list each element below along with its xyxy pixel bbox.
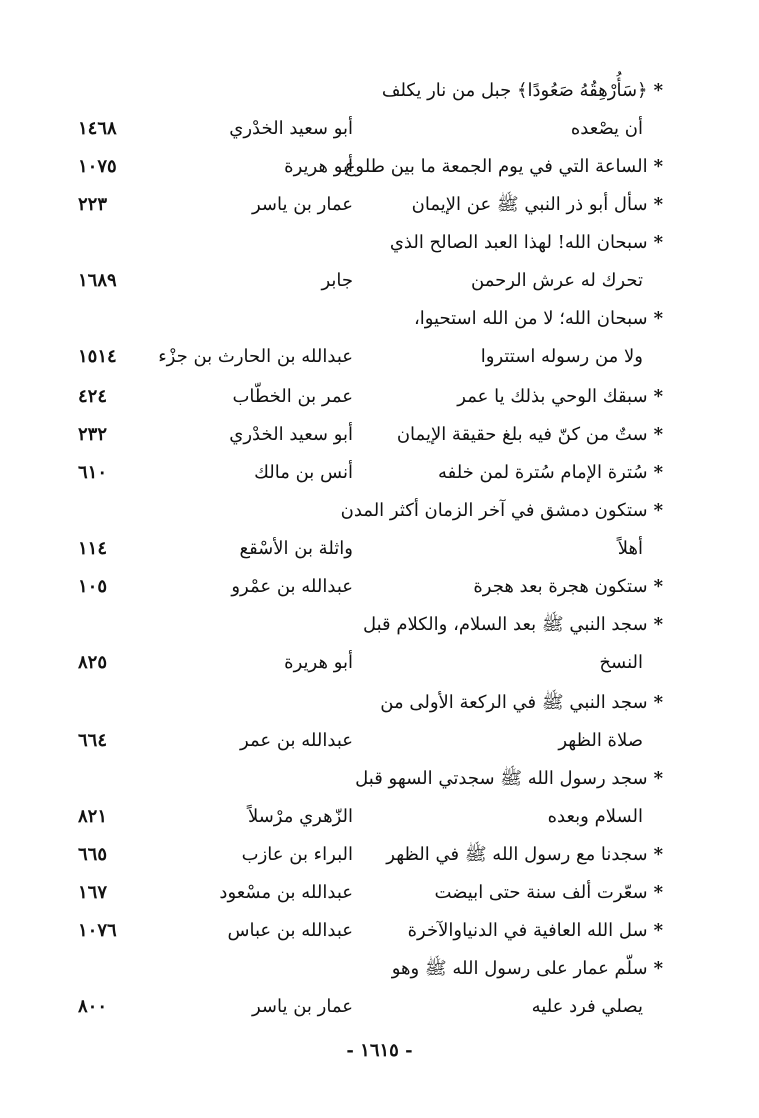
index-row (0, 836, 759, 874)
hadith-text (438, 454, 663, 492)
index-row (0, 606, 759, 644)
hadith-text (532, 988, 643, 1026)
hadith-number: ٤٢٤ (78, 386, 108, 407)
narrator-name: أنس بن مالك (254, 462, 353, 483)
narrator-name: عبدالله بن عمْرو (231, 576, 353, 597)
entry-marker: * (653, 692, 663, 713)
page-number: - ١٦١٥ - (346, 1040, 413, 1061)
hadith-number: ١٥١٤ (78, 346, 117, 367)
hadith-number: ١٦٨٩ (78, 270, 117, 291)
hadith-text (390, 224, 663, 262)
narrator-name: عمار بن ياسر (252, 996, 353, 1017)
hadith-text (386, 836, 663, 874)
narrator-name: أبو سعيد الخدْري (229, 118, 353, 139)
index-row (0, 568, 759, 606)
narrator-name: جابر (321, 270, 353, 291)
hadith-text-label: صلاة الظهر (558, 730, 643, 751)
index-row (0, 530, 759, 568)
index-row (0, 644, 759, 682)
hadith-text-label: سجد رسول الله ﷺ سجدتي السهو قبل (355, 768, 648, 789)
hadith-text (363, 606, 663, 644)
entry-marker: * (653, 232, 663, 253)
hadith-text-label: سل الله العافية في الدنياوالآخرة (407, 920, 648, 941)
hadith-number: ١٤٦٨ (78, 118, 117, 139)
hadith-text-label: السلام وبعده (547, 806, 643, 827)
index-row (0, 874, 759, 912)
hadith-text-label: النسخ (599, 652, 643, 673)
hadith-number: ٦٦٤ (78, 730, 108, 751)
hadith-text-label: سأل أبو ذر النبي ﷺ عن الإيمان (411, 194, 648, 215)
index-row (0, 684, 759, 722)
hadith-text (473, 568, 663, 606)
hadith-text-label: ستكون هجرة بعد هجرة (473, 576, 648, 597)
hadith-number: ١٠٧٦ (78, 920, 117, 941)
narrator-name: عبدالله بن الحارث بن جزْء (158, 346, 353, 367)
index-row (0, 338, 759, 376)
index-row (0, 722, 759, 760)
hadith-number: ٨٠٠ (78, 996, 108, 1017)
narrator-name: أبو هريرة (284, 156, 353, 177)
hadith-text-label: سلّم عمار على رسول الله ﷺ وهو (391, 958, 648, 979)
hadith-number: ٢٢٣ (78, 194, 108, 215)
entry-marker: * (653, 156, 663, 177)
index-row (0, 760, 759, 798)
hadith-text (457, 378, 663, 416)
hadith-text (412, 186, 663, 224)
narrator-name: واثلة بن الأسْقع (239, 538, 353, 559)
index-row (0, 224, 759, 262)
index-row (0, 148, 759, 186)
index-row (0, 492, 759, 530)
hadith-text-label: تحرك له عرش الرحمن (471, 270, 643, 291)
hadith-number: ٨٢١ (78, 806, 108, 827)
hadith-text-label: سبقك الوحي بذلك يا عمر (457, 386, 648, 407)
hadith-text (481, 338, 643, 376)
narrator-name: أبو هريرة (284, 652, 353, 673)
index-row (0, 912, 759, 950)
index-row (0, 262, 759, 300)
narrator-name: عبدالله بن عباس (227, 920, 353, 941)
hadith-number: ١٦٧ (78, 882, 108, 903)
hadith-text (382, 72, 663, 110)
hadith-text (414, 300, 663, 338)
index-row (0, 110, 759, 148)
index-row (0, 186, 759, 224)
entry-marker: * (653, 958, 663, 979)
hadith-number: ٦٦٥ (78, 844, 108, 865)
hadith-text (380, 684, 663, 722)
hadith-text-label: سبحان الله! لهذا العبد الصالح الذي (389, 232, 648, 253)
hadith-text-label: سجد النبي ﷺ بعد السلام، والكلام قبل (362, 614, 648, 635)
hadith-number: ١٠٥ (78, 576, 108, 597)
entry-marker: * (653, 194, 663, 215)
entry-marker: * (653, 308, 663, 329)
hadith-text (548, 798, 643, 836)
narrator-name: الزّهري مرْسلاً (247, 806, 353, 827)
hadith-text (571, 110, 643, 148)
hadith-number: ٨٢٥ (78, 652, 108, 673)
hadith-text (408, 912, 663, 950)
index-row (0, 72, 759, 110)
index-row (0, 300, 759, 338)
hadith-text-label: أهلاً (617, 538, 643, 559)
entry-marker: * (653, 500, 663, 521)
hadith-text (471, 262, 643, 300)
index-row (0, 378, 759, 416)
hadith-text (618, 530, 643, 568)
index-row (0, 988, 759, 1026)
index-row (0, 454, 759, 492)
hadith-text-label: سجدنا مع رسول الله ﷺ في الظهر (386, 844, 648, 865)
entry-marker: * (653, 882, 663, 903)
narrator-name: عمر بن الخطّاب (232, 386, 353, 407)
index-row (0, 416, 759, 454)
hadith-text (341, 492, 663, 530)
hadith-text-label: سبحان الله؛ لا من الله استحيوا، (413, 308, 648, 329)
narrator-name: عمار بن ياسر (252, 194, 353, 215)
hadith-text-label: ولا من رسوله استتروا (480, 346, 643, 367)
entry-marker: * (653, 462, 663, 483)
entry-marker: * (653, 920, 663, 941)
narrator-name: أبو سعيد الخدْري (229, 424, 353, 445)
index-row (0, 798, 759, 836)
hadith-text (392, 950, 663, 988)
hadith-text-label: سجد النبي ﷺ في الركعة الأولى من (380, 692, 648, 713)
hadith-text (599, 644, 643, 682)
hadith-text-label: سعّرت ألف سنة حتى ابيضت (434, 882, 648, 903)
narrator-name: عبدالله بن عمر (240, 730, 353, 751)
hadith-number: ٦١٠ (78, 462, 108, 483)
hadith-text (345, 148, 663, 186)
index-row (0, 950, 759, 988)
hadith-text-label: ﴿سَأُرْهِقُهُ صَعُودًا﴾ جبل من نار يكلف (381, 80, 648, 101)
entry-marker: * (653, 386, 663, 407)
hadith-text (397, 416, 663, 454)
entry-marker: * (653, 80, 663, 101)
hadith-text-label: ستكون دمشق في آخر الزمان أكثر المدن (340, 500, 648, 521)
entry-marker: * (653, 768, 663, 789)
narrator-name: البراء بن عازب (241, 844, 353, 865)
hadith-number: ١١٤ (78, 538, 108, 559)
hadith-text-label: يصلي فرد عليه (531, 996, 643, 1017)
hadith-number: ١٠٧٥ (78, 156, 117, 177)
hadith-text-label: ستٌ من كنّ فيه بلغ حقيقة الإيمان (396, 424, 648, 445)
hadith-text-label: أن يصْعده (570, 118, 643, 139)
hadith-text-label: سُترة الإمام سُترة لمن خلفه (437, 462, 648, 483)
hadith-text (434, 874, 663, 912)
entry-marker: * (653, 576, 663, 597)
narrator-name: عبدالله بن مسْعود (219, 882, 353, 903)
hadith-number: ٢٣٢ (78, 424, 108, 445)
entry-marker: * (653, 424, 663, 445)
hadith-text-label: الساعة التي في يوم الجمعة ما بين طلوع (344, 156, 648, 177)
entry-marker: * (653, 844, 663, 865)
hadith-text (558, 722, 643, 760)
entry-marker: * (653, 614, 663, 635)
hadith-text (355, 760, 663, 798)
